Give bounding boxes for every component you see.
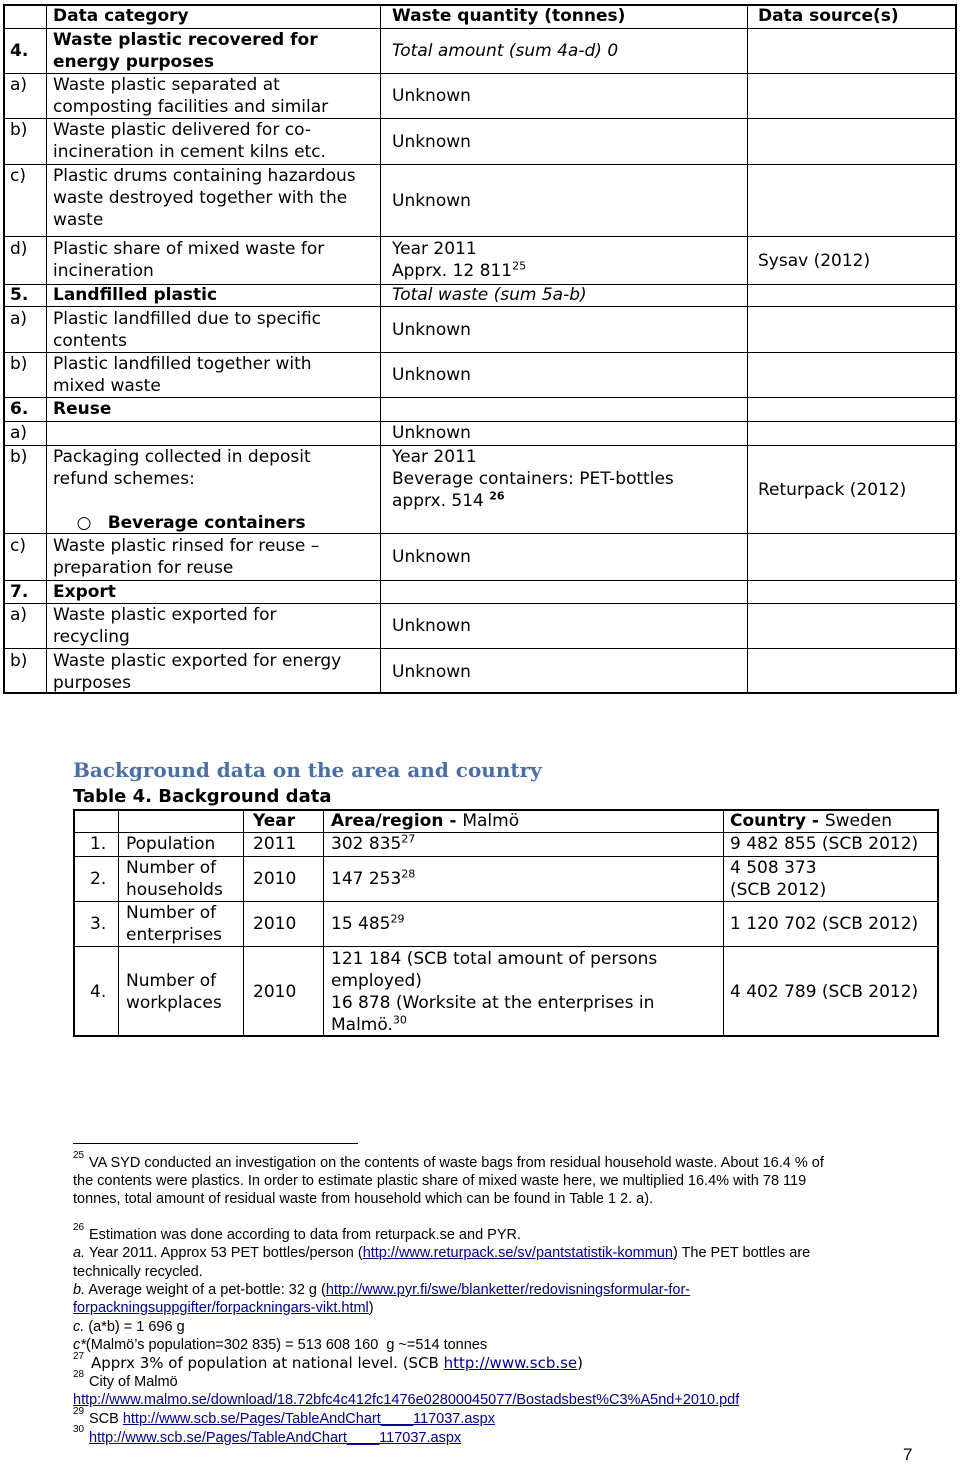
scb-table-link[interactable]: http://www.scb.se/Pages/TableAndChart____117037.aspx: [122, 1411, 495, 1427]
row-quantity: Apprx. 12 $811^{25}$: [392, 259, 527, 281]
footnote-text: [73, 1391, 739, 1409]
row-quantity: Unknown: [392, 547, 471, 567]
row-category: waste: [53, 210, 104, 230]
row-category: refund schemes:: [53, 469, 195, 489]
row-area: employed): [331, 971, 422, 991]
footnote-ref[interactable]: 25: [512, 259, 527, 273]
row-number: b): [10, 447, 28, 467]
row-quantity: Unknown: [392, 423, 471, 443]
row-number: 6.: [10, 399, 29, 419]
row-quantity: Unknown: [392, 616, 471, 636]
row-category: energy purposes: [53, 52, 214, 72]
row-category: mixed waste: [53, 376, 161, 396]
row-area: 121 184 (SCB total amount of persons: [331, 949, 658, 969]
footnote-ref[interactable]: 30: [392, 1013, 407, 1027]
row-category: incineration in cement kilns etc.: [53, 142, 326, 162]
returpack-link[interactable]: http://www.returpack.se/sv/pantstatistik-kommun: [362, 1245, 673, 1261]
row-area: Malmö.$^{30}$: [331, 1013, 407, 1035]
row-item: Number of: [126, 858, 217, 878]
row-category: preparation for reuse: [53, 558, 234, 578]
row-quantity: Unknown: [392, 320, 471, 340]
row-category: Plastic share of mixed waste for: [53, 239, 325, 259]
row-number: b): [10, 354, 28, 374]
row-year: 2010: [253, 982, 297, 1002]
footnote-ref[interactable]: 26: [489, 489, 505, 503]
header-data-category: Data category: [53, 6, 189, 26]
bullet-circle-icon: ○: [76, 513, 92, 533]
row-category: Plastic drums containing hazardous: [53, 166, 356, 186]
row-item: households: [126, 880, 223, 900]
row-category: contents: [53, 331, 127, 351]
row-area: 302 $835^{27}$: [331, 832, 416, 854]
footnote-number: 30: [73, 1424, 85, 1435]
row-category: composting facilities and similar: [53, 97, 329, 117]
page-number: 7: [903, 1445, 913, 1464]
footnote-text: Estimation was done according to data from returpack.se and PYR.: [89, 1227, 521, 1243]
footnote-item-c: c. (a*b) = 1 696 g: [73, 1319, 185, 1335]
row-source: Sysav (2012): [758, 251, 871, 271]
header-year: Year: [253, 811, 296, 831]
malmo-link[interactable]: http://www.malmo.se/download/18.72bfc4c412fc1476e02800045077/Bostadsbest%C3%A5nd+2010.pdf: [73, 1392, 740, 1408]
row-country: 4 402 789 (SCB 2012): [730, 982, 919, 1002]
row-number: 2.: [90, 869, 107, 889]
table-caption: Table 4. Background data: [73, 786, 332, 807]
row-item: enterprises: [126, 925, 223, 945]
footnote-separator: [73, 1143, 358, 1144]
scb-link[interactable]: http://www.scb.se: [443, 1354, 578, 1372]
row-category: purposes: [53, 673, 131, 693]
row-category: recycling: [53, 627, 130, 647]
row-number: 4.: [10, 41, 29, 61]
row-year: 2011: [253, 834, 297, 854]
row-quantity: Unknown: [392, 132, 471, 152]
footnote-ref[interactable]: 28: [401, 867, 416, 881]
row-number: a): [10, 75, 28, 95]
row-number: a): [10, 605, 28, 625]
row-number: c): [10, 166, 26, 186]
header-waste-quantity: Waste quantity (tonnes): [392, 6, 626, 26]
row-number: b): [10, 120, 28, 140]
row-category: Export: [53, 582, 116, 602]
pyr-link[interactable]: http://www.pyr.fi/swe/blanketter/redovisningsformular-for-: [325, 1282, 691, 1298]
header-data-sources: Data source(s): [758, 6, 899, 26]
row-category: Packaging collected in deposit: [53, 447, 311, 467]
footnote-text: City of Malmö: [89, 1374, 178, 1390]
bullet-item: ○ Beverage containers: [76, 513, 306, 533]
row-category: Waste plastic exported for: [53, 605, 277, 625]
row-area: 15 $485^{29}$: [331, 912, 405, 934]
footnote-number: 25: [73, 1150, 85, 1161]
row-source: Returpack (2012): [758, 480, 907, 500]
row-quantity: Unknown: [392, 86, 471, 106]
row-quantity: Year 2011: [392, 239, 477, 259]
footnote-item-c2: c*(Malmö’s population=302 835) = 513 608 160 g ~=514 tonnes: [73, 1337, 488, 1353]
row-item: Number of: [126, 971, 217, 991]
footnote-number: 26: [73, 1222, 85, 1233]
pyr-link-continued[interactable]: forpackningsuppgifter/forpackningars-vikt.html: [73, 1300, 369, 1316]
row-quantity: Unknown: [392, 365, 471, 385]
row-year: 2010: [253, 869, 297, 889]
row-category: incineration: [53, 261, 154, 281]
footnote-number: 27: [73, 1351, 85, 1362]
row-category: Reuse: [53, 399, 112, 419]
footnote-item-a: a. Year 2011. Approx 53 PET bottles/person (http://www.returpack.se/sv/pantstatistik-kommun) The PET bottles are: [73, 1245, 811, 1261]
scb-table-link[interactable]: http://www.scb.se/Pages/TableAndChart____117037.aspx: [89, 1430, 462, 1446]
section-heading: Background data on the area and country: [73, 758, 542, 782]
footnote-text: forpackningsuppgifter/forpackningars-vikt.html): [73, 1300, 374, 1316]
row-area: 16 878 (Worksite at the enterprises in: [331, 993, 655, 1013]
footnote-ref[interactable]: 27: [401, 832, 416, 846]
footnote-item-b: b. Average weight of a pet-bottle: 32 g (http://www.pyr.fi/swe/blanketter/redovisningsformular-for-: [73, 1282, 691, 1298]
row-quantity: Total waste (sum 5a-b): [392, 285, 587, 305]
footnote-number: 29: [73, 1406, 85, 1417]
row-number: a): [10, 423, 28, 443]
footnote-text: VA SYD conducted an investigation on the contents of waste bags from residual household waste. About 16.4 % of: [89, 1155, 824, 1171]
row-category: Waste plastic exported for energy: [53, 651, 342, 671]
row-category: Plastic landfilled together with: [53, 354, 312, 374]
row-country: 9 482 855 (SCB 2012): [730, 834, 919, 854]
row-country: 1 120 702 (SCB 2012): [730, 914, 919, 934]
row-year: 2010: [253, 914, 297, 934]
row-category: Waste plastic delivered for co-: [53, 120, 311, 140]
row-quantity: Unknown: [392, 662, 471, 682]
footnote-text: the contents were plastics. In order to estimate plastic share of mixed waste here, we multiplied 16.4% with 78 119: [73, 1173, 807, 1189]
row-category: Plastic landfilled due to specific: [53, 309, 322, 329]
row-number: 1.: [90, 834, 107, 854]
row-country: 4 508 373: [730, 858, 817, 878]
row-quantity: apprx. 514 $^{26}$: [392, 489, 505, 511]
footnote-text: tonnes, total amount of residual waste from household which can be found in Table 1 2. a).: [73, 1191, 654, 1207]
row-number: d): [10, 239, 28, 259]
header-country: Country - Sweden: [730, 811, 893, 831]
row-category: waste destroyed together with the: [53, 188, 348, 208]
footnote-text: SCB http://www.scb.se/Pages/TableAndChart____117037.aspx: [89, 1411, 495, 1427]
footnote-text: [89, 1429, 461, 1447]
row-number: 3.: [90, 914, 107, 934]
row-quantity: Beverage containers: PET-bottles: [392, 469, 674, 489]
row-item: Population: [126, 834, 216, 854]
row-number: 5.: [10, 285, 29, 305]
row-quantity: Unknown: [392, 191, 471, 211]
row-category: Waste plastic recovered for: [53, 30, 318, 50]
row-category: Waste plastic separated at: [53, 75, 280, 95]
row-quantity: Total amount (sum 4a-d) 0: [392, 41, 619, 61]
footnote-text: technically recycled.: [73, 1264, 203, 1280]
row-item: workplaces: [126, 993, 222, 1013]
row-number: b): [10, 651, 28, 671]
header-area: Area/region - Malmö: [331, 811, 520, 831]
row-area: 147 $253^{28}$: [331, 867, 416, 889]
row-category: Waste plastic rinsed for reuse –: [53, 536, 320, 556]
row-number: 4.: [90, 982, 107, 1002]
row-number: c): [10, 536, 26, 556]
row-country: (SCB 2012): [730, 880, 827, 900]
footnote-number: 28: [73, 1369, 85, 1380]
row-category: Landfilled plastic: [53, 285, 218, 305]
footnote-text: Apprx 3% of population at national level. (SCB http://www.scb.se): [91, 1354, 584, 1372]
row-number: 7.: [10, 582, 29, 602]
row-quantity: Year 2011: [392, 447, 477, 467]
row-item: Number of: [126, 903, 217, 923]
footnote-ref[interactable]: 29: [390, 912, 405, 926]
row-number: a): [10, 309, 28, 329]
